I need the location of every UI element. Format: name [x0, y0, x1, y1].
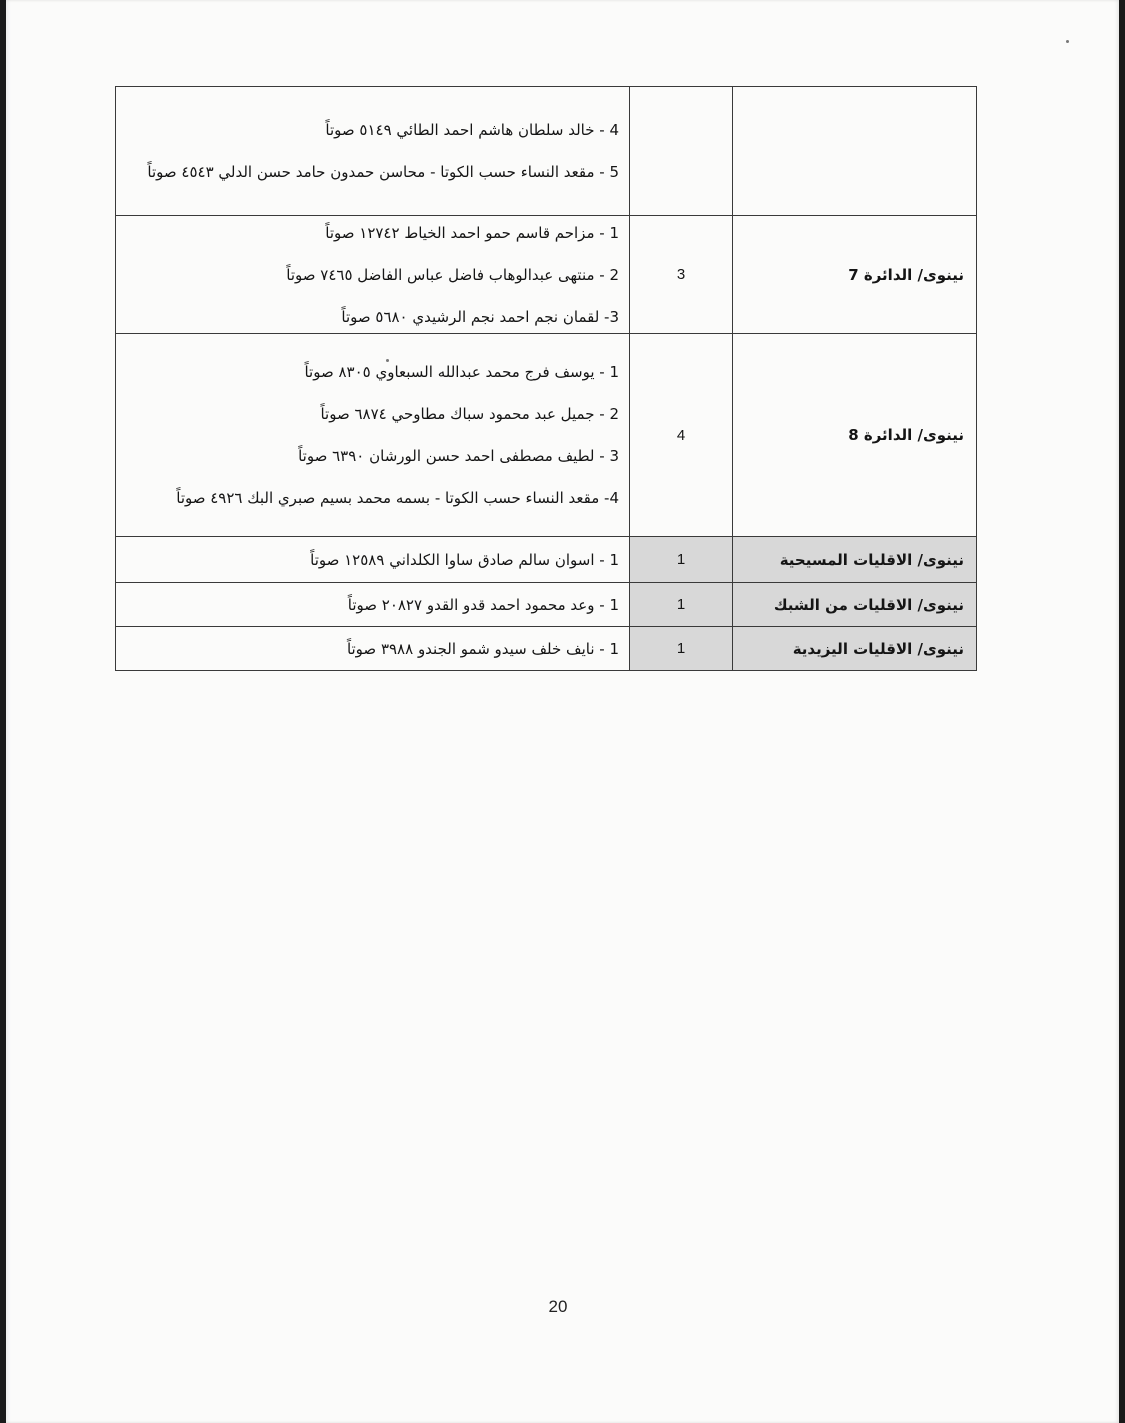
winner-entry: 3 - لطيف مصطفى احمد حسن الورشان ٦٣٩٠ صوتاً — [298, 447, 619, 465]
district-cell: نينوى/ الدائرة 7 — [733, 216, 977, 334]
district-cell: نينوى/ الاقليات المسيحية — [733, 537, 977, 583]
winners-cell — [116, 216, 630, 334]
scan-edge-left — [0, 0, 6, 1423]
winner-entry: 1 - مزاحم قاسم حمو احمد الخياط ١٢٧٤٢ صوتاً — [325, 223, 619, 242]
winner-entry: 4 - خالد سلطان هاشم احمد الطائي ٥١٤٩ صوتاً — [325, 121, 619, 139]
winner-entry: 3- لقمان نجم احمد نجم الرشيدي ٥٦٨٠ صوتاً — [341, 307, 619, 326]
seats-cell: 3 — [630, 216, 733, 334]
winner-entry: 1 - اسوان سالم صادق ساوا الكلداني ١٢٥٨٩ صوتاً — [310, 550, 619, 569]
table-row — [116, 583, 977, 627]
winner-entry: 5 - مقعد النساء حسب الكوتا - محاسن حمدون حامد حسن الدلي ٤٥٤٣ صوتاً — [147, 163, 619, 181]
table-row — [116, 87, 977, 216]
table-row — [116, 627, 977, 671]
district-cell — [733, 87, 977, 216]
election-results-table — [115, 86, 977, 671]
district-cell: نينوى/ الدائرة 8 — [733, 334, 977, 537]
table-row — [116, 537, 977, 583]
scan-speck — [1066, 40, 1069, 43]
seats-cell: 1 — [630, 627, 733, 671]
winner-entry: 2 - منتهى عبدالوهاب فاضل عباس الفاضل ٧٤٦٥ صوتاً — [286, 265, 619, 284]
seats-cell: 1 — [630, 583, 733, 627]
winner-entry: 1 - وعد محمود احمد قدو القدو ٢٠٨٢٧ صوتاً — [347, 595, 619, 614]
scan-edge-right — [1119, 0, 1125, 1423]
winner-entry: 2 - جميل عبد محمود سباك مطاوحي ٦٨٧٤ صوتاً — [320, 405, 619, 423]
seats-cell — [630, 87, 733, 216]
seats-cell: 1 — [630, 537, 733, 583]
seats-cell: 4 — [630, 334, 733, 537]
district-cell: نينوى/ الاقليات اليزيدية — [733, 627, 977, 671]
district-cell: نينوى/ الاقليات من الشبك — [733, 583, 977, 627]
table-row — [116, 334, 977, 537]
page-number: 20 — [548, 1297, 568, 1316]
winners-cell — [116, 627, 630, 671]
winners-cell — [116, 87, 630, 216]
winner-entry: 4- مقعد النساء حسب الكوتا - بسمه محمد بسيم صبري البك ٤٩٢٦ صوتاً — [176, 489, 619, 507]
winner-entry: 1 - نايف خلف سيدو شمو الجندو ٣٩٨٨ صوتاً — [346, 639, 619, 658]
winners-cell — [116, 583, 630, 627]
winner-entry: 1 - يوسف فرج محمد عبدالله السبعاوي ٨٣٠٥ صوتاً — [304, 363, 619, 381]
winners-cell — [116, 334, 630, 537]
table-row — [116, 216, 977, 334]
winners-cell — [116, 537, 630, 583]
